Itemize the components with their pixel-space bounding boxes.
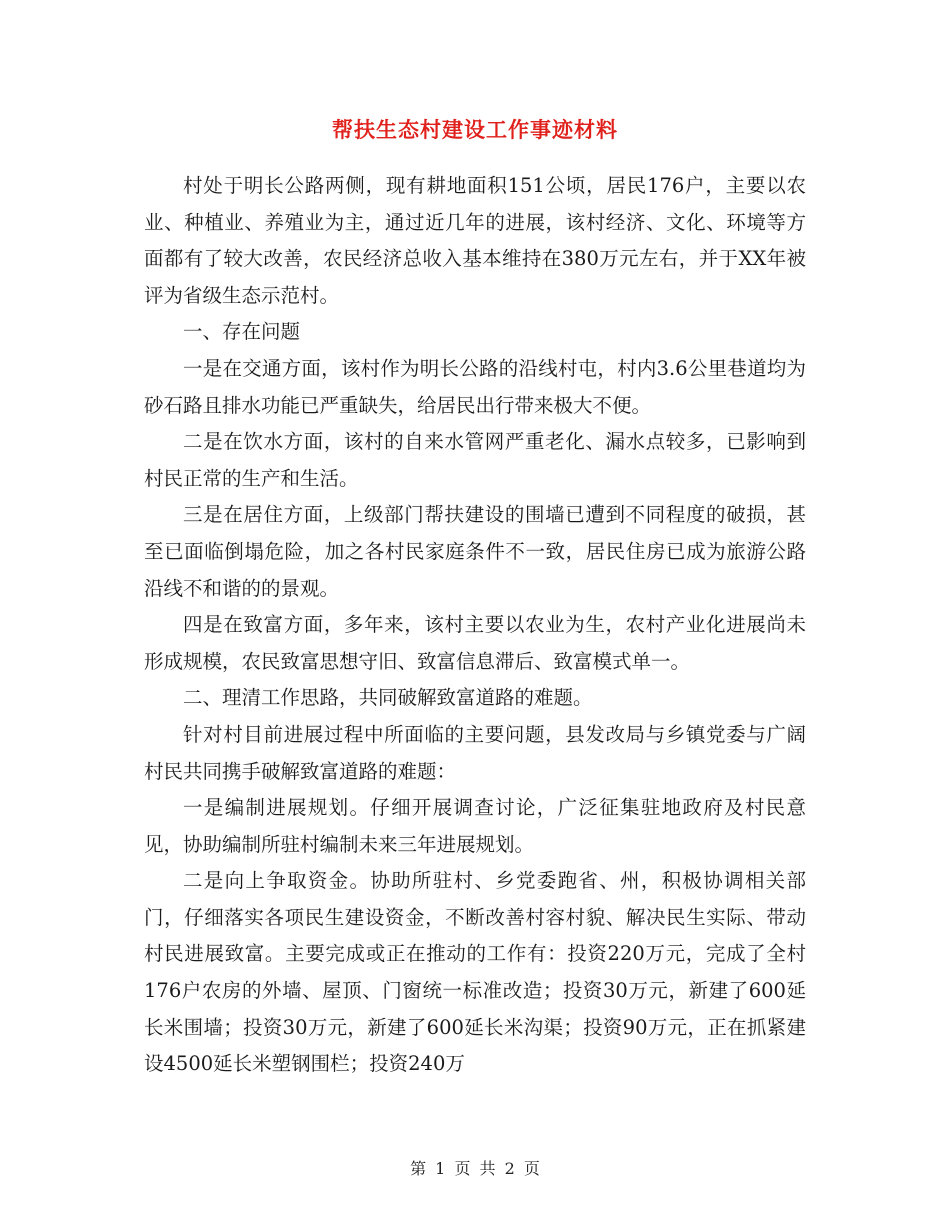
- paragraph-water: 二是在饮水方面，该村的自来水管网严重老化、漏水点较多，已影响到村民正常的生产和生活。: [144, 430, 806, 490]
- section-heading-problems: 一、存在问题: [183, 320, 301, 344]
- paragraph-planning: 一是编制进展规划。仔细开展调查讨论，广泛征集驻地政府及村民意见，协助编制所驻村编制未来三年进展规划。: [144, 796, 806, 856]
- paragraph-approach-intro: 针对村目前进展过程中所面临的主要问题，县发改局与乡镇党委与广阔村民共同携手破解致富道路的难题：: [144, 722, 806, 783]
- section-heading-approach: 二、理清工作思路，共同破解致富道路的难题。: [183, 686, 593, 710]
- document-body: [144, 168, 806, 1083]
- document-title: 帮扶生态村建设工作事迹材料: [332, 118, 618, 142]
- paragraph-housing: 三是在居住方面，上级部门帮扶建设的围墙已遭到不同程度的破损，甚至已面临倒塌危险，加之各村民家庭条件不一致，居民住房已成为旅游公路沿线不和谐的的景观。: [144, 503, 806, 600]
- paragraph-prosperity: 四是在致富方面，多年来，该村主要以农业为生，农村产业化进展尚未形成规模，农民致富思想守旧、致富信息滞后、致富模式单一。: [144, 613, 806, 673]
- paragraph-intro: 村处于明长公路两侧，现有耕地面积151公顷，居民176户，主要以农业、种植业、养殖业为主，通过近几年的进展，该村经济、文化、环境等方面都有了较大改善，农民经济总收入基本维持在380万元左右，并于XX年被评为省级生态示范村。: [144, 174, 806, 307]
- paragraph-funding: 二是向上争取资金。协助所驻村、乡党委跑省、州，积极协调相关部门，仔细落实各项民生建设资金，不断改善村容村貌、解决民生实际、带动村民进展致富。主要完成或正在推动的工作有：投资220万元，完成了全村176户农房的外墙、屋顶、门窗统一标准改造；投资30万元，新建了600延长米围墙；投资30万元，新建了600延长米沟渠；投资90万元，正在抓紧建设4500延长米塑钢围栏；投资240万: [144, 869, 806, 1076]
- paragraph-traffic: 一是在交通方面，该村作为明长公路的沿线村屯，村内3.6公里巷道均为砂石路且排水功能已严重缺失，给居民出行带来极大不便。: [144, 356, 806, 417]
- page-footer: 第 1 页 共 2 页: [410, 1159, 540, 1178]
